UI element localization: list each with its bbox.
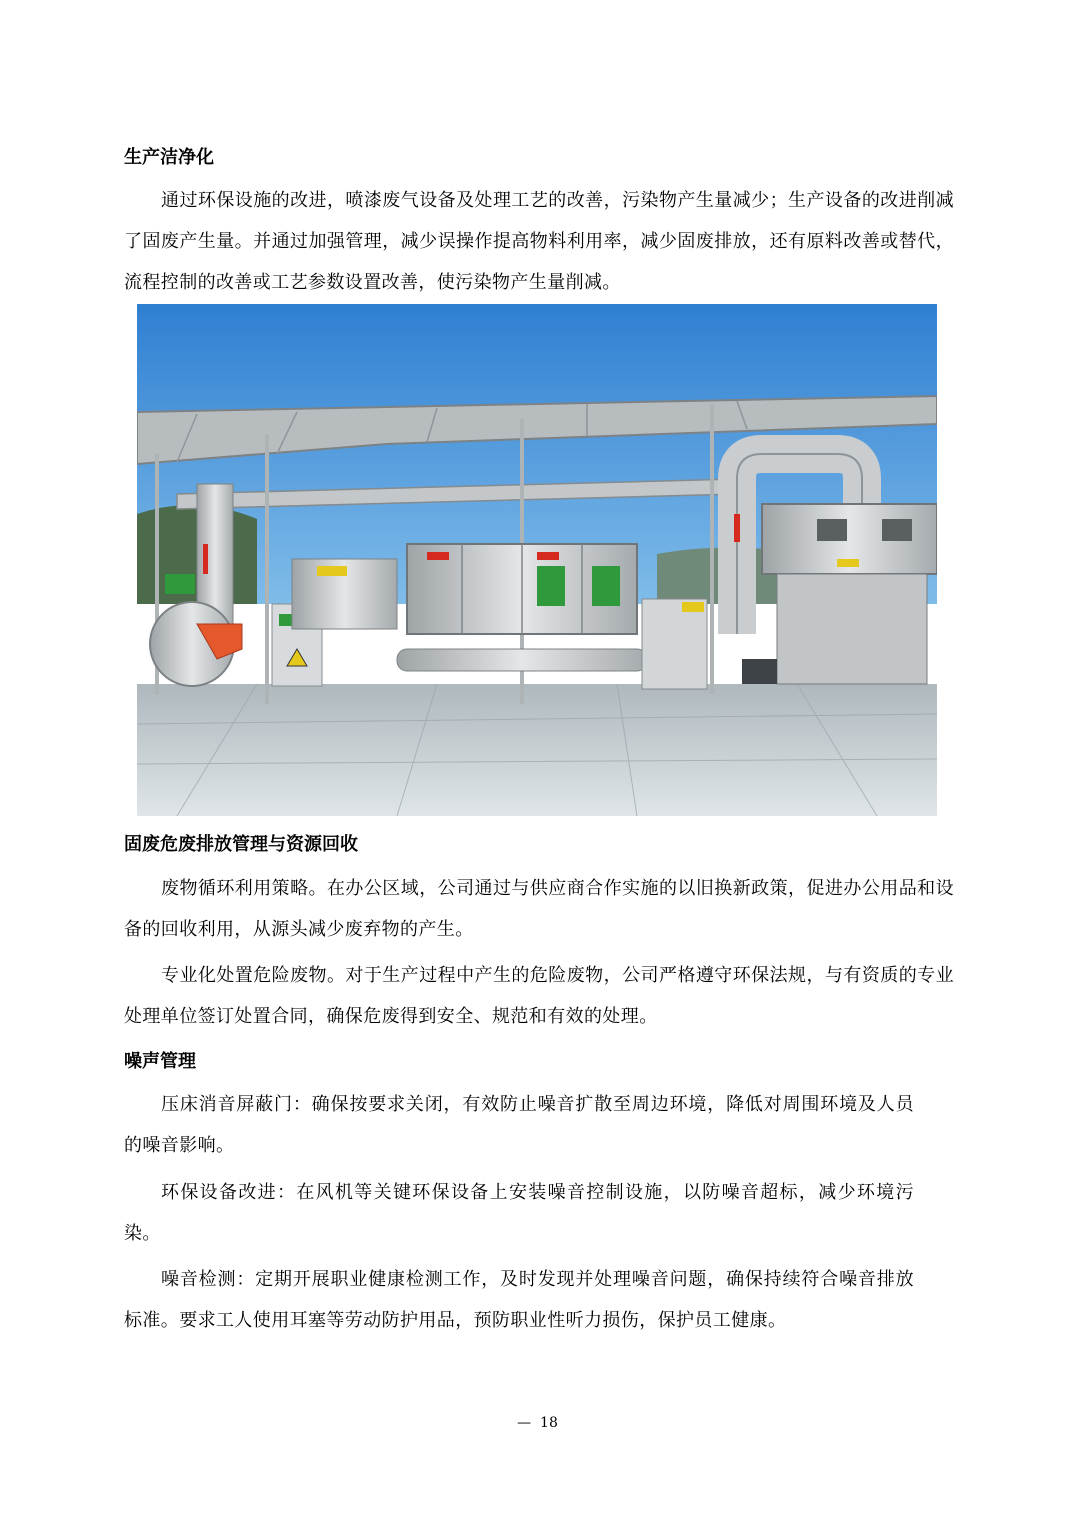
paragraph-noise-door: 压床消音屏蔽门：确保按要求关闭，有效防止噪音扩散至周边环境，降低对周围环境及人员的噪音影响。: [124, 1094, 914, 1156]
paragraph-hazardous-waste: 专业化处置危险废物。对于生产过程中产生的危险废物，公司严格遵守环保法规，与有资质的专业处理单位签订处置合同，确保危废得到安全、规范和有效的处理。: [124, 965, 954, 1027]
paragraph-production-cleaning: 通过环保设施的改进，喷漆废气设备及处理工艺的改善，污染物产生量减少；生产设备的改进削减了固废产生量。并通过加强管理，减少误操作提高物料利用率，减少固废排放，还有原料改善或替代，流程控制的改善或工艺参数设置改善，使污染物产生量削减。: [124, 190, 954, 293]
paragraph-noise-monitoring: 噪音检测：定期开展职业健康检测工作，及时发现并处理噪音问题，确保持续符合噪音排放标准。要求工人使用耳塞等劳动防护用品，预防职业性听力损伤，保护员工健康。: [124, 1269, 914, 1331]
page-number: — 18: [517, 1415, 558, 1431]
equipment-photo: [137, 304, 937, 816]
section-heading-waste-management: 固废危废排放管理与资源回收: [124, 834, 358, 855]
rooftop-floor: [137, 684, 937, 816]
section-heading-noise-management: 噪声管理: [124, 1051, 196, 1072]
section-heading-production-cleaning: 生产洁净化: [124, 147, 214, 168]
paragraph-noise-equipment: 环保设备改进：在风机等关键环保设备上安装噪音控制设施，以防噪音超标，减少环境污染。: [124, 1182, 914, 1244]
paragraph-waste-recycling: 废物循环利用策略。在办公区域，公司通过与供应商合作实施的以旧换新政策，促进办公用品和设备的回收利用，从源头减少废弃物的产生。: [124, 878, 954, 940]
